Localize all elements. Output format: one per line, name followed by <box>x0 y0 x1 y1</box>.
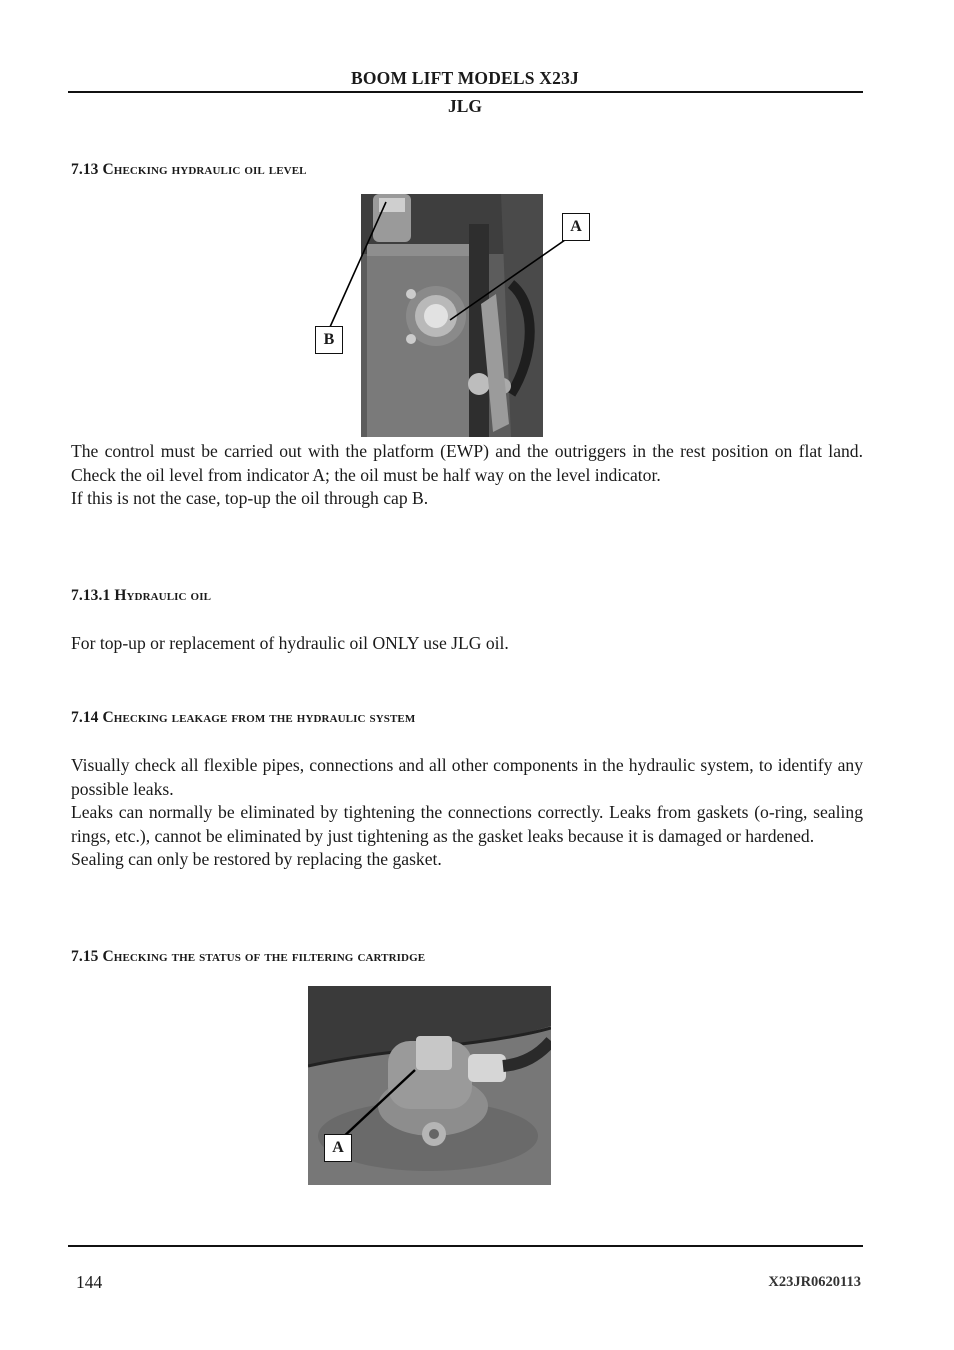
paragraph: The control must be carried out with the platform (EWP) and the outriggers in the rest position on flat land. Check the oil level from indicator A; the oil must be half way on the level indicator. <box>71 441 863 485</box>
paragraph: For top-up or replacement of hydraulic oil ONLY use JLG oil. <box>71 633 509 653</box>
callout-label-a: A <box>562 213 590 241</box>
section-7-13-body <box>71 440 863 511</box>
paragraph: Leaks can normally be eliminated by tightening the connections correctly. Leaks from gaskets (o-ring, sealing rings, etc.), cannot be eliminated by just tightening as the gasket leaks because it is damaged or hardened. <box>71 802 863 846</box>
section-heading-7-15: 7.15 Checking the status of the filtering cartridge <box>71 948 426 965</box>
callout-leader-lines <box>320 190 600 360</box>
paragraph: Sealing can only be restored by replacing the gasket. <box>71 849 442 869</box>
callout-label-b: B <box>315 326 343 354</box>
header-rule <box>68 91 863 93</box>
callout-label-a: A <box>324 1134 352 1162</box>
section-7-14-body <box>71 754 863 872</box>
paragraph: If this is not the case, top-up the oil through cap B. <box>71 488 429 508</box>
document-title: BOOM LIFT MODELS X23J <box>351 68 579 88</box>
paragraph: Visually check all flexible pipes, connections and all other components in the hydraulic system, to identify any possible leaks. <box>71 755 863 799</box>
section-7-13-1-body <box>71 632 863 656</box>
section-heading-7-13: 7.13 Checking hydraulic oil level <box>71 161 307 178</box>
document-brand: JLG <box>447 96 483 116</box>
section-heading-7-14: 7.14 Checking leakage from the hydraulic system <box>71 709 416 726</box>
section-heading-7-13-1: 7.13.1 Hydraulic oil <box>71 587 212 604</box>
page-number: 144 <box>76 1272 103 1292</box>
document-code: X23JR0620113 <box>768 1274 861 1290</box>
footer-rule <box>68 1245 863 1247</box>
